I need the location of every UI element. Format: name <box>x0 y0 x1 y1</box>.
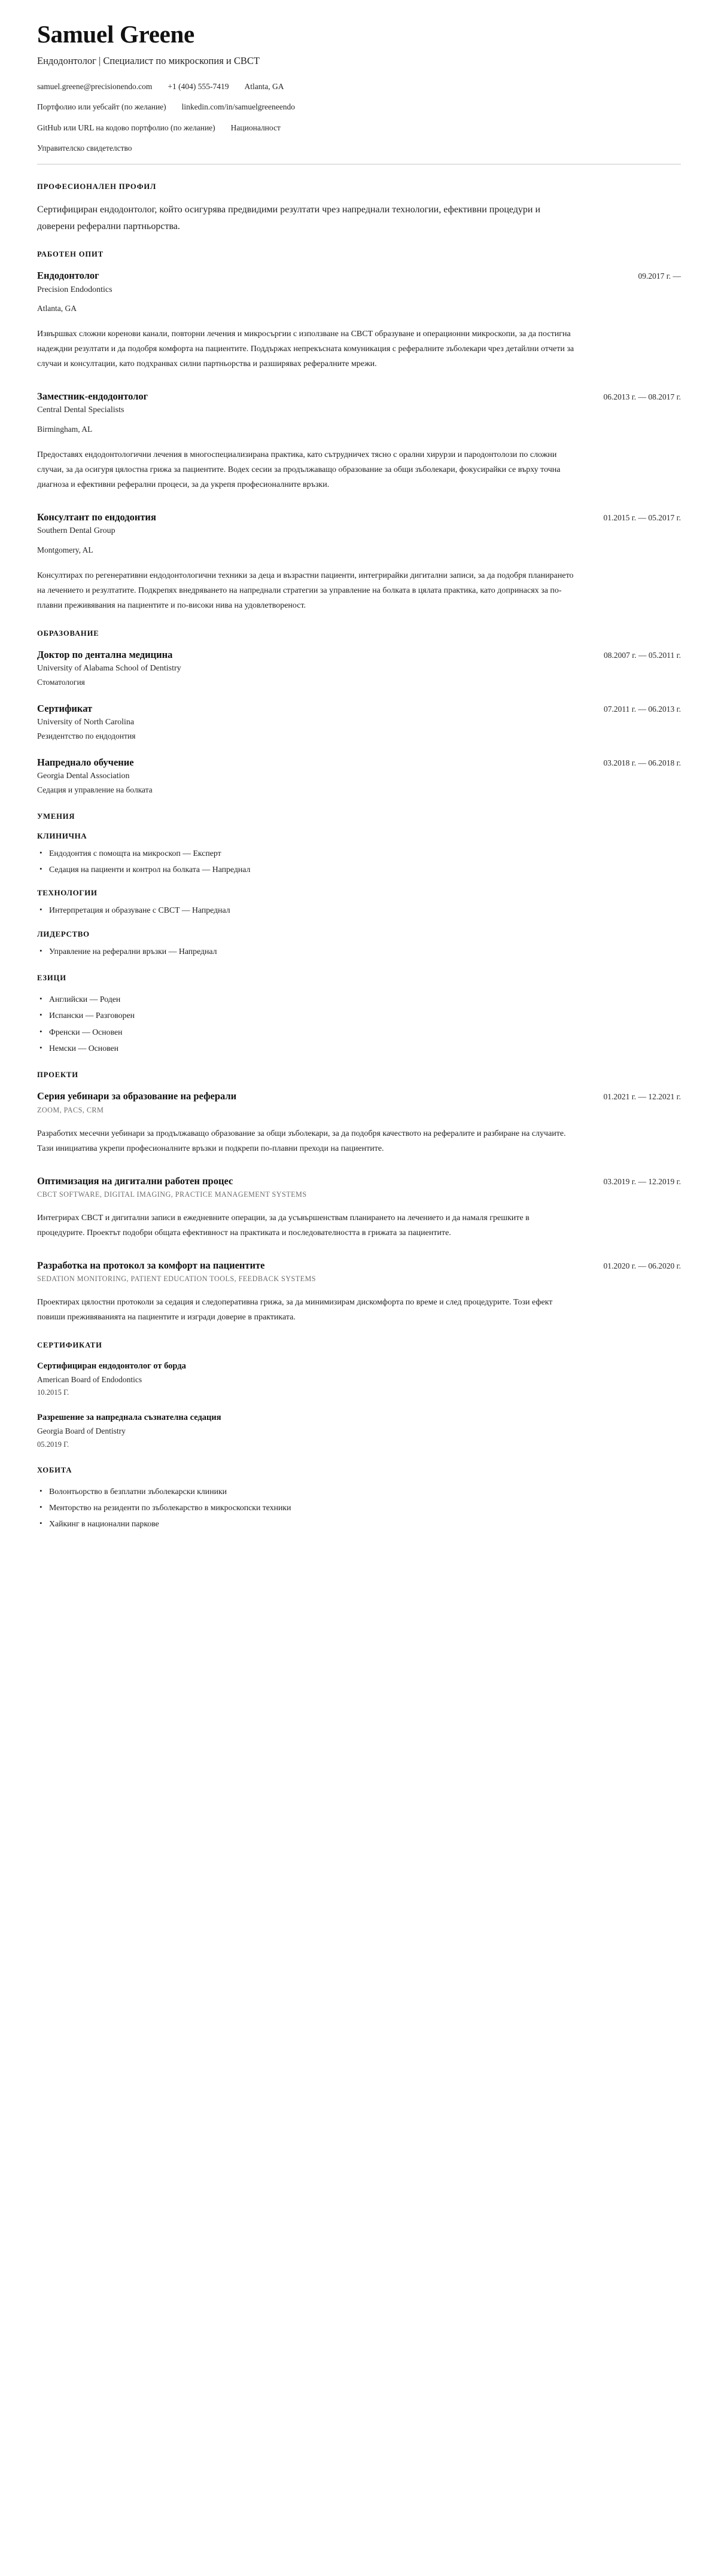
job-location: Birmingham, AL <box>37 425 93 434</box>
language-item: • Испански — Разговорен <box>37 1009 681 1022</box>
contact-item[interactable]: Управителско свидетелство <box>37 143 132 153</box>
section-title-hobbies: ХОБИТА <box>37 1465 72 1474</box>
education-entry-head <box>37 648 681 661</box>
experience-entry <box>37 511 681 614</box>
certificate-date: 10.2015 Г. <box>37 1388 69 1397</box>
school-name: University of Alabama School of Dentistry <box>37 664 181 673</box>
field-of-study: Стоматология <box>37 677 85 687</box>
section-title-projects: ПРОЕКТИ <box>37 1071 78 1080</box>
project-entry-head <box>37 1175 681 1187</box>
skill-item: • Интерпретация и образуване с CBCT — Напреднал <box>37 904 681 917</box>
school-name: Georgia Dental Association <box>37 772 130 781</box>
contact-item[interactable]: Atlanta, GA <box>244 82 284 92</box>
section-title-certificates: СЕРТИФИКАТИ <box>37 1341 102 1350</box>
school-name: University of North Carolina <box>37 718 135 727</box>
skill-item: • Управление на реферални връзки — Напреднал <box>37 945 681 958</box>
contact-row <box>37 101 681 113</box>
hobby-item: • Менторство на резиденти по зъболекарство в микроскопски техники <box>37 1501 681 1514</box>
contact-row <box>37 122 681 134</box>
summary-text: Сертифициран ендодонтолог, който осигурява предвидими резултати чрез напреднали технологии, ефективни процедури и доверени реферални партньорства. <box>37 205 541 231</box>
education-list <box>37 648 681 797</box>
section-skills <box>37 812 681 958</box>
skill-group <box>37 831 681 877</box>
degree-title: Сертификат <box>37 702 93 714</box>
job-company: Precision Endodontics <box>37 285 112 294</box>
hobby-item: • Хайкинг в национални паркове <box>37 1517 681 1531</box>
job-dates: 09.2017 г. — <box>638 272 681 281</box>
experience-entry <box>37 390 681 493</box>
certificate-entry <box>37 1360 681 1398</box>
contact-item[interactable]: Националност <box>230 123 281 132</box>
degree-dates: 08.2007 г. — 05.2011 г. <box>603 650 681 660</box>
certificate-issuer: American Board of Endodontics <box>37 1375 142 1385</box>
hobby-item: • Волонтьорство в безплатни зъболекарски клиники <box>37 1485 681 1498</box>
project-description: Интегрирах CBCT и дигитални записи в ежедневните операции, за да усъвършенствам планирането на лечението и да намаля грешките в процедурите. Проектът подобри общата ефективност на практиката и последователността в грижата за пациентите. <box>37 1214 530 1238</box>
contact-item[interactable]: linkedin.com/in/samuelgreeneendo <box>181 102 295 112</box>
certificates-list <box>37 1360 681 1450</box>
section-certificates <box>37 1341 681 1450</box>
project-name: Оптимизация на дигитални работен процес <box>37 1175 233 1187</box>
job-title: Консултант по ендодонтия <box>37 511 156 523</box>
job-description: Консултирах по регенеративни ендодонтологични техники за деца и възрастни пациенти, интегрирайки дигитални записи, за да подобря планирането на лечението и резултатите. Подкрепях внедряването на напреднали стратегии за управление на болката в цялата практика, като допринасях за по-плавни преживявания на пациентите и по-високи нива на удовлетвореност. <box>37 571 574 610</box>
job-location: Atlanta, GA <box>37 304 77 313</box>
education-entry <box>37 756 681 797</box>
project-name: Разработка на протокол за комфорт на пациентите <box>37 1259 265 1271</box>
degree-dates: 07.2011 г. — 06.2013 г. <box>603 704 681 714</box>
hobbies-list <box>37 1485 681 1531</box>
skill-group-title: КЛИНИЧНА <box>37 831 87 840</box>
education-entry <box>37 702 681 743</box>
degree-title: Напреднало обучение <box>37 756 134 768</box>
resume-header <box>37 20 681 154</box>
skill-group-title: ТЕХНОЛОГИИ <box>37 888 98 898</box>
projects-list <box>37 1090 681 1325</box>
section-hobbies <box>37 1466 681 1531</box>
section-summary <box>37 182 681 234</box>
contact-block <box>37 81 681 154</box>
project-entry-head <box>37 1259 681 1272</box>
skill-group <box>37 929 681 958</box>
job-company: Southern Dental Group <box>37 526 115 536</box>
language-item: • Френски — Основен <box>37 1026 681 1039</box>
candidate-headline: Ендодонтолог | Специалист по микроскопия и CBCT <box>37 55 260 67</box>
section-title-experience: РАБОТЕН ОПИТ <box>37 250 104 259</box>
project-name: Серия уебинари за образование на реферали <box>37 1090 237 1102</box>
job-location: Montgomery, AL <box>37 545 93 554</box>
certificate-issuer: Georgia Board of Dentistry <box>37 1426 126 1436</box>
contact-row <box>37 142 681 154</box>
project-tech-tags: CBCT SOFTWARE, DIGITAL IMAGING, PRACTICE MANAGEMENT SYSTEMS <box>37 1190 307 1199</box>
skill-group-title: ЛИДЕРСТВО <box>37 929 90 938</box>
contact-item[interactable]: +1 (404) 555-7419 <box>168 82 229 92</box>
section-title-skills: УМЕНИЯ <box>37 812 75 821</box>
job-description: Предоставях ендодонтологични лечения в многоспециализирана практика, като сътрудничех тясно с орални хирурзи и пародонтолози по сложни случаи, за да осигуря цялостна грижа за пациентите. Водех сесии за продължаващо образование за общи зъболекари, фокусирайки се върху точна диагноза и ефективни реферални процеси, за да укрепя професионалните връзки. <box>37 450 561 489</box>
section-education <box>37 629 681 797</box>
section-title-education: ОБРАЗОВАНИЕ <box>37 629 99 638</box>
job-dates: 01.2015 г. — 05.2017 г. <box>603 513 681 522</box>
certificate-entry <box>37 1412 681 1450</box>
contact-item[interactable]: samuel.greene@precisionendo.com <box>37 82 153 92</box>
skill-item: • Ендодонтия с помощта на микроскоп — Експерт <box>37 847 681 860</box>
skill-items <box>37 904 681 917</box>
project-dates: 01.2021 г. — 12.2021 г. <box>603 1092 681 1102</box>
field-of-study: Седация и управление на болката <box>37 785 153 794</box>
contact-item[interactable]: GitHub или URL на кодово портфолио (по желание) <box>37 123 215 132</box>
skill-items <box>37 945 681 958</box>
degree-title: Доктор по дентална медицина <box>37 648 173 660</box>
job-dates: 06.2013 г. — 08.2017 г. <box>603 392 681 402</box>
section-experience <box>37 250 681 613</box>
education-entry <box>37 648 681 689</box>
skill-group <box>37 888 681 917</box>
education-entry-head <box>37 756 681 769</box>
section-languages <box>37 974 681 1055</box>
experience-entry <box>37 269 681 372</box>
job-title: Ендодонтолог <box>37 270 99 282</box>
skill-item: • Седация на пациенти и контрол на болката — Напреднал <box>37 863 681 876</box>
education-entry-head <box>37 702 681 715</box>
certificate-name: Сертифициран ендодонтолог от борда <box>37 1361 186 1371</box>
project-dates: 03.2019 г. — 12.2019 г. <box>603 1176 681 1186</box>
project-entry <box>37 1259 681 1325</box>
project-description: Проектирах цялостни протоколи за седация и следоперативна грижа, за да минимизирам дискомфорта по време и след процедурите. Този ефект повиши преживяванията на пациентите и изгради доверие в практиката. <box>37 1298 553 1322</box>
certificate-date: 05.2019 Г. <box>37 1440 69 1449</box>
job-description: Извършвах сложни коренови канали, повторни лечения и микросъргии с използване на CBCT образуване и операционни микроскопи, за да постигна надеждни резултати и да подобря комфорта на пациентите. Поддържах непрекъсната комуникация с рефералните зъболекари чрез детайлни отчети за случаи и консултации, като подхранвах силни партньорства и разширявах рефералните мрежи. <box>37 330 574 369</box>
language-item: • Немски — Основен <box>37 1042 681 1055</box>
candidate-name: Samuel Greene <box>37 20 194 48</box>
experience-entry-head <box>37 269 681 282</box>
skill-items <box>37 847 681 877</box>
certificate-name: Разрешение за напреднала съзнателна седация <box>37 1413 221 1423</box>
degree-dates: 03.2018 г. — 06.2018 г. <box>603 758 681 767</box>
field-of-study: Резидентство по ендодонтия <box>37 731 136 740</box>
section-title-summary: ПРОФЕСИОНАЛЕН ПРОФИЛ <box>37 182 157 191</box>
project-tech-tags: SEDATION MONITORING, PATIENT EDUCATION TOOLS, FEEDBACK SYSTEMS <box>37 1275 317 1284</box>
experience-entry-head <box>37 511 681 523</box>
skills-list <box>37 831 681 958</box>
contact-item[interactable]: Портфолио или уебсайт (по желание) <box>37 102 166 112</box>
job-company: Central Dental Specialists <box>37 406 124 415</box>
experience-entry-head <box>37 390 681 403</box>
project-dates: 01.2020 г. — 06.2020 г. <box>603 1261 681 1270</box>
languages-list <box>37 993 681 1055</box>
project-entry <box>37 1175 681 1241</box>
section-projects <box>37 1071 681 1325</box>
section-title-languages: ЕЗИЦИ <box>37 974 66 983</box>
project-entry <box>37 1090 681 1156</box>
language-item: • Английски — Роден <box>37 993 681 1006</box>
project-tech-tags: ZOOM, PACS, CRM <box>37 1105 104 1114</box>
contact-row <box>37 81 681 93</box>
job-title: Заместник-ендодонтолог <box>37 391 148 403</box>
project-description: Разработих месечни уебинари за продължаващо образование за общи зъболекари, за да подобря качеството на рефералите и разбиране на случаите. Тази инициатива укрепи професионалните връзки и подкрепи по-плавни преходи на пациентите. <box>37 1129 566 1153</box>
experience-list <box>37 269 681 613</box>
project-entry-head <box>37 1090 681 1102</box>
